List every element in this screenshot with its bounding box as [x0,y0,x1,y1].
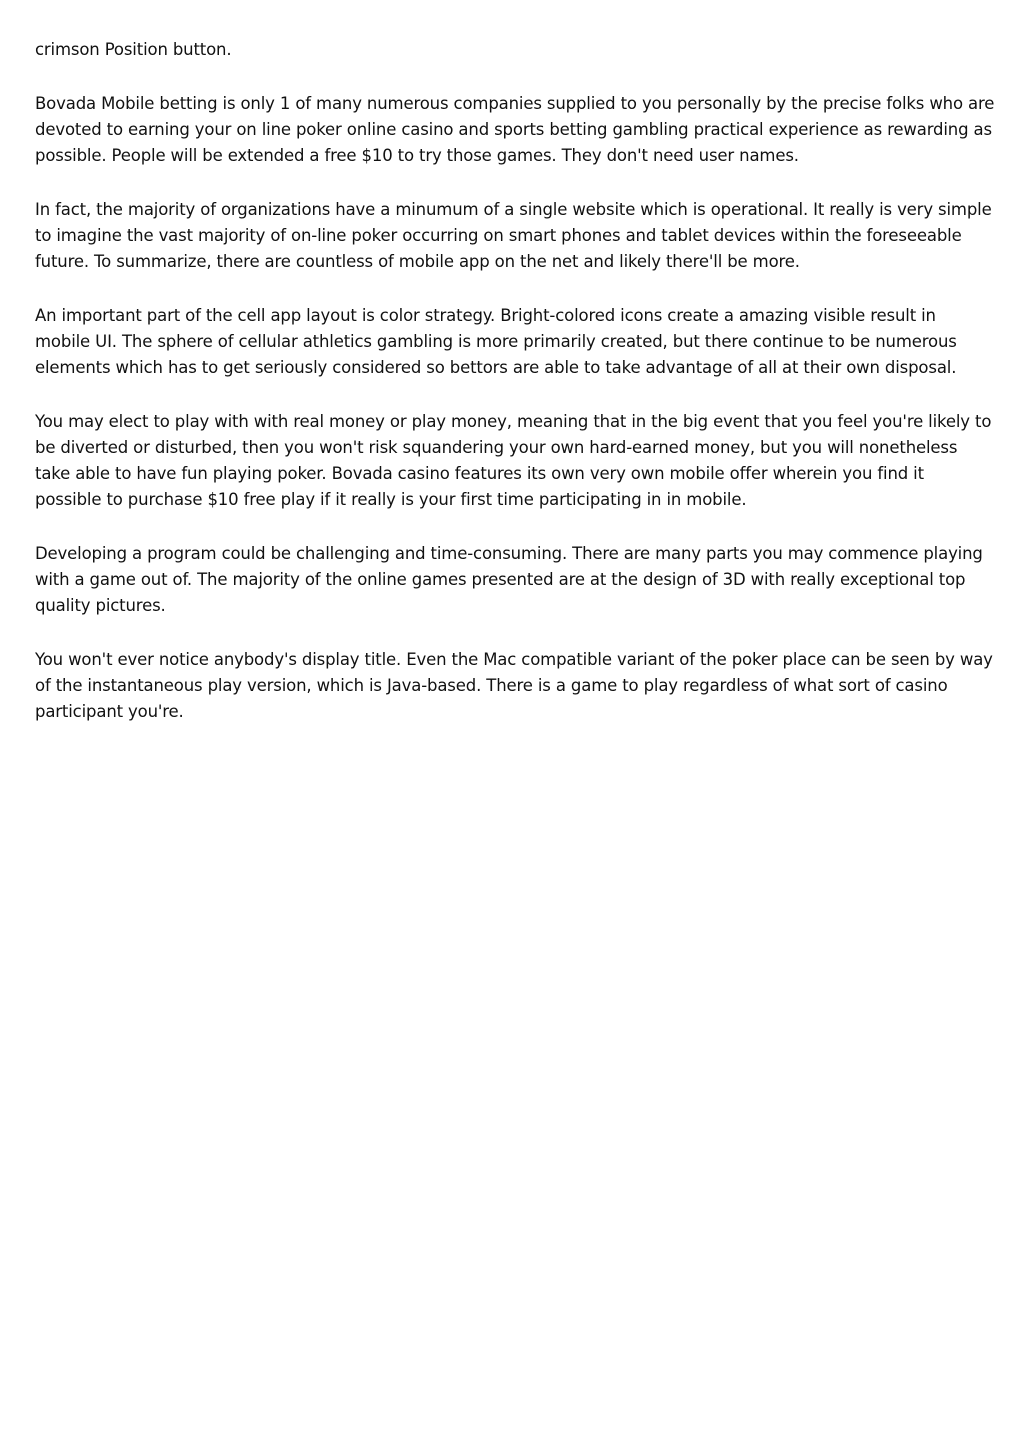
paragraph: An important part of the cell app layout is color strategy. Bright-colored icons create a amazing visible result in mobile UI. The sphere of cellular athletics gambling is more primarily created, but there continue to be numerous elements which has to get seriously considered so bettors are able to take advantage of all at their own disposal. [35,306,957,377]
paragraph: You won't ever notice anybody's display title. Even the Mac compatible variant of the poker place can be seen by way of the instantaneous play version, which is Java-based. There is a game to play regardless of what sort of casino participant you're. [35,650,993,721]
paragraph: In fact, the majority of organizations have a minumum of a single website which is operational. It really is very simple to imagine the vast majority of on-line poker occurring on smart phones and tablet devices within the foreseeable future. To summarize, there are countless of mobile app on the net and likely there'll be more. [35,200,992,271]
paragraph: Developing a program could be challenging and time-consuming. There are many parts you may commence playing with a game out of. The majority of the online games presented are at the design of 3D with really exceptional top quality pictures. [35,544,983,615]
paragraph: Bovada Mobile betting is only 1 of many numerous companies supplied to you personally by the precise folks who are devoted to earning your on line poker online casino and sports betting gambling practical experience as rewarding as possible. People will be extended a free $10 to try those games. They don't need user names. [35,94,995,165]
paragraph: crimson Position button. [35,40,232,59]
paragraph: You may elect to play with with real money or play money, meaning that in the big event that you feel you're likely to be diverted or disturbed, then you won't risk squandering your own hard-earned money, but you will nonetheless take able to have fun playing poker. Bovada casino features its own very own mobile offer wherein you find it possible to purchase $10 free play if it really is your first time participating in in mobile. [35,412,992,509]
document-body [35,37,995,753]
